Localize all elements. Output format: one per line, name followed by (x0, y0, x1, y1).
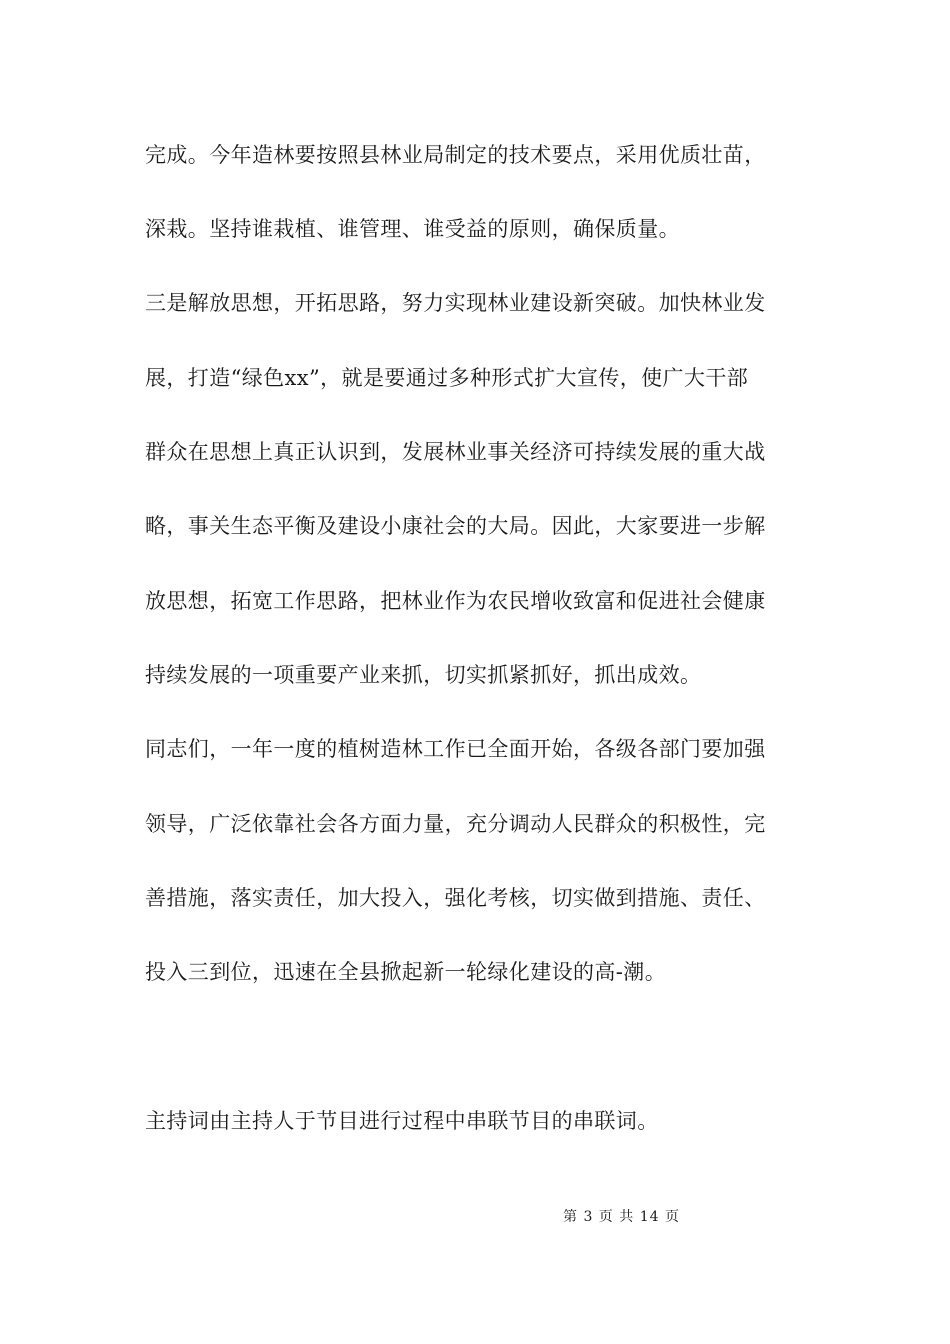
text-line-12: 投入三到位，迅速在全县掀起新一轮绿化建设的高-潮。 (145, 960, 667, 984)
text-line-11: 善措施，落实责任，加大投入，强化考核，切实做到措施、责任、 (145, 886, 766, 910)
text-line-5: 群众在思想上真正认识到，发展林业事关经济可持续发展的重大战 (145, 440, 766, 464)
page-number: 第 3 页 共 14 页 (563, 1209, 680, 1225)
text-line-4: 展，打造“绿色xx”，就是要通过多种形式扩大宣传，使广大干部 (145, 366, 749, 390)
text-line-8: 持续发展的一项重要产业来抓，切实抓紧抓好，抓出成效。 (145, 663, 702, 687)
text-line-10: 领导，广泛依靠社会各方面力量，充分调动人民群众的积极性，完 (145, 812, 766, 836)
text-line-6: 略，事关生态平衡及建设小康社会的大局。因此，大家要进一步解 (145, 514, 766, 538)
text-line-13: 主持词由主持人于节目进行过程中串联节目的串联词。 (145, 1109, 659, 1133)
text-line-9: 同志们，一年一度的植树造林工作已全面开始，各级各部门要加强 (145, 737, 766, 761)
text-line-2: 深栽。坚持谁栽植、谁管理、谁受益的原则，确保质量。 (145, 217, 680, 241)
text-line-7: 放思想，拓宽工作思路，把林业作为农民增收致富和促进社会健康 (145, 589, 766, 613)
text-line-3: 三是解放思想，开拓思路，努力实现林业建设新突破。加快林业发 (145, 291, 766, 315)
text-line-1: 完成。今年造林要按照县林业局制定的技术要点，采用优质壮苗， (145, 143, 766, 167)
